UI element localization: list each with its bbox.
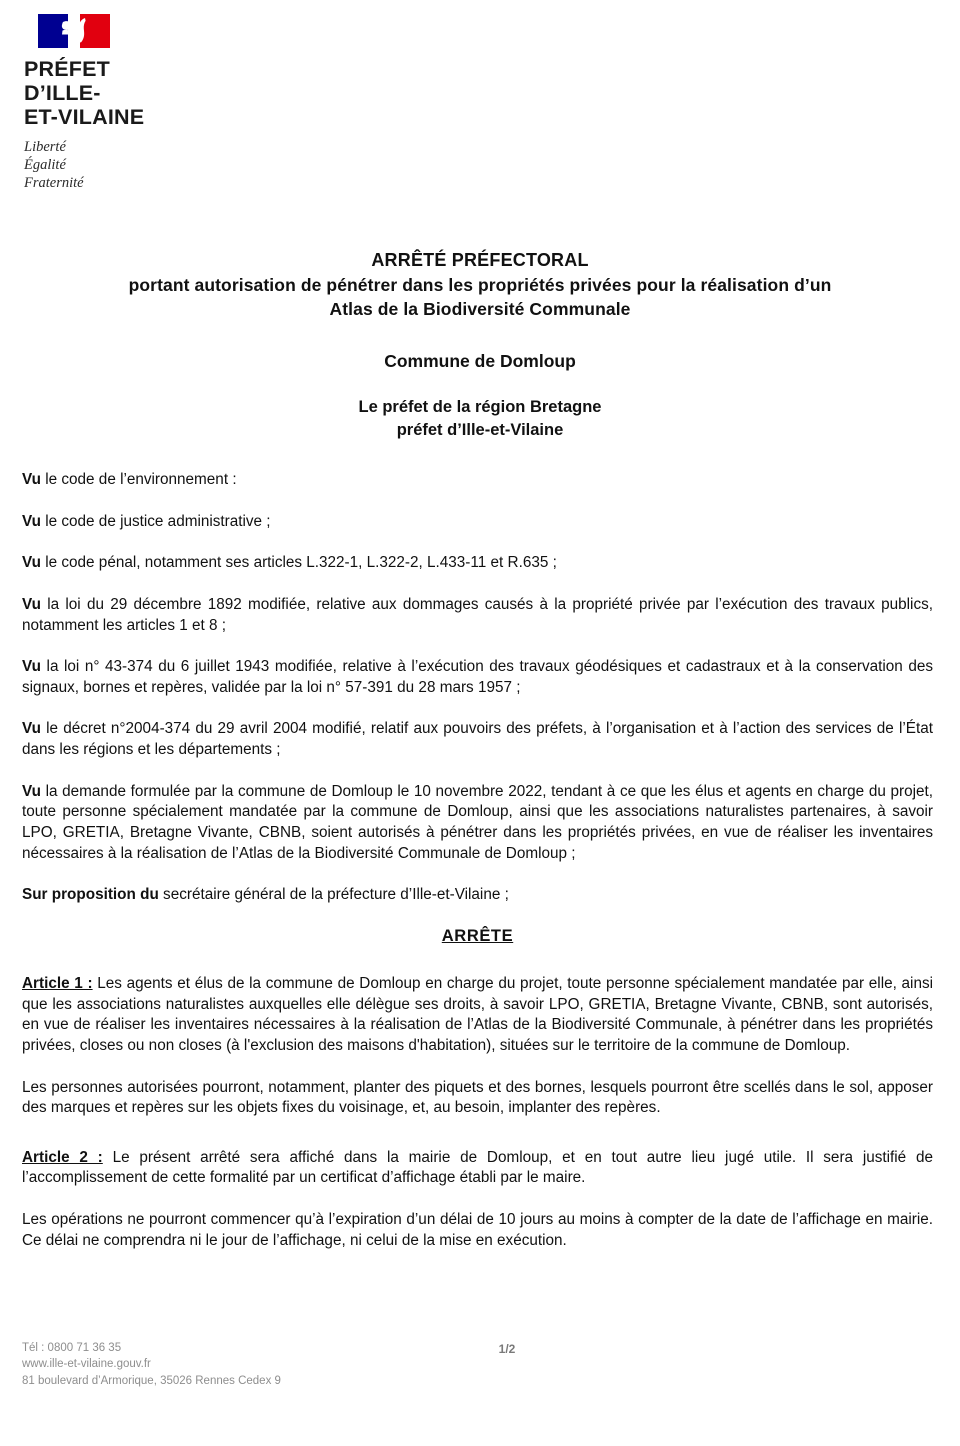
motto-fraternite: Fraternité: [24, 175, 84, 192]
decision-word: ARRÊTE: [441, 926, 514, 945]
title-subtitle-line-1: portant autorisation de pénétrer dans les propriétés privées pour la réalisation d’un: [128, 274, 832, 295]
visa-lead: Vu: [22, 658, 41, 676]
article-2-text: Le présent arrêté sera affiché dans la mairie de Domloup, et en tout autre lieu jugé utile. Il sera justifié de l’accomplissement de cette formalité par un certificat d’affichage établi par le maire.: [22, 1148, 933, 1187]
visa-lead: Vu: [22, 595, 41, 613]
article-1: [22, 974, 933, 1057]
visa-text: le décret n°2004-374 du 29 avril 2004 modifié, relatif aux pouvoirs des préfets, à l’organisation et à l’action des services de l’État dans les régions et les départements ;: [22, 720, 933, 759]
decision-heading: [22, 927, 933, 946]
proposition-lead: Sur proposition du: [22, 886, 159, 904]
footer-contact-block: [22, 1340, 462, 1389]
footer-address: 81 boulevard d’Armorique, 35026 Rennes Cedex 9: [22, 1374, 281, 1387]
visa-clause: [22, 470, 933, 491]
visa-text: la loi n° 43-374 du 6 juillet 1943 modifiée, relative à l’exécution des travaux géodésiques et cadastraux et à la conservation des signaux, bornes et repères, validée par la loi n° 57-391 du 28 mars 1957 ;: [22, 658, 933, 696]
authority-name: [24, 57, 284, 129]
motto-liberte: Liberté: [24, 139, 66, 156]
republic-motto: [24, 139, 284, 193]
visa-clause: [22, 719, 933, 760]
page-number: 1/2: [498, 1342, 516, 1356]
visa-text: le code de justice administrative ;: [40, 512, 271, 530]
marianne-profile-icon: [56, 14, 92, 48]
footer-website[interactable]: www.ille-et-vilaine.gouv.fr: [22, 1358, 151, 1371]
french-flag-marianne-icon: [38, 14, 110, 48]
visa-clause: [22, 553, 933, 574]
document-body: [22, 470, 933, 1251]
proposition-text: secrétaire général de la préfecture d’Ille-et-Vilaine ;: [158, 886, 509, 904]
visa-lead: Vu: [22, 782, 41, 800]
article-1-text: Les agents et élus de la commune de Domloup en charge du projet, toute personne spécialement mandatée par elle, ainsi que les associations naturalistes auxquelles elle délègue ses droits, à savoir LPO, GRETIA, Bretagne Vivante, CBNB, sont autorisés, en vue de réaliser les inventaires nécessaires à la réalisation de l’Atlas de la Biodiversité Communale, à pénétrer dans les propriétés privées, closes ou non closes (à l'exclusion des maisons d'habitation), situées sur le territoire de la commune de Domloup.: [22, 974, 933, 1054]
commune-heading: Commune de Domloup: [384, 351, 576, 371]
letterhead: [24, 14, 284, 193]
article-1-label: Article 1 :: [22, 974, 93, 992]
signatory-heading: [24, 396, 936, 443]
authority-line-3: ET-VILAINE: [24, 105, 145, 130]
visa-clause: [22, 595, 933, 636]
visa-text: le code pénal, notamment ses articles L.322-1, L.322-2, L.433-11 et R.635 ;: [40, 554, 557, 572]
visa-clause: [22, 657, 933, 698]
page-footer: [22, 1340, 934, 1389]
visa-text: la loi du 29 décembre 1892 modifiée, relative aux dommages causés à la propriété privée par l’exécution des travaux publics, notamment les articles 1 et 8 ;: [22, 595, 933, 634]
visa-lead: Vu: [22, 720, 41, 738]
visa-lead: Vu: [22, 512, 41, 530]
article-2-label: Article 2 :: [22, 1148, 103, 1166]
document-title-block: [24, 248, 936, 321]
article-1-followup: Les personnes autorisées pourront, notamment, planter des piquets et des bornes, lesquels pourront être scellés dans le sol, apposer des marques et repères sur les objets fixes du voisinage, et, au besoin, implanter des repères.: [22, 1078, 933, 1117]
article-2-followup: Les opérations ne pourront commencer qu’à l’expiration d’un délai de 10 jours au moins à compter de la date de l’affichage en mairie. Ce délai ne comprendra ni le jour de l’affichage, ni celui de la mise en exécution.: [22, 1211, 933, 1249]
signatory-line-2: préfet d’Ille-et-Vilaine: [396, 421, 564, 440]
authority-line-1: PRÉFET: [24, 57, 111, 81]
proposition-clause: [22, 885, 933, 906]
visa-lead: Vu: [22, 554, 41, 572]
title-subtitle-line-2: Atlas de la Biodiversité Communale: [329, 298, 631, 319]
visa-lead: Vu: [22, 471, 41, 488]
visa-clause: [22, 782, 933, 865]
visa-clause: [22, 512, 933, 533]
signatory-line-1: Le préfet de la région Bretagne: [358, 398, 602, 416]
page-title: ARRÊTÉ PRÉFECTORAL: [371, 250, 589, 270]
article-2: [22, 1148, 933, 1189]
visa-text: le code de l’environnement :: [40, 471, 237, 488]
section-spacer: [22, 1140, 933, 1148]
authority-line-2: D’ILLE-: [24, 81, 101, 106]
motto-egalite: Égalité: [24, 157, 66, 174]
visa-text: la demande formulée par la commune de Domloup le 10 novembre 2022, tendant à ce que les élus et agents en charge du projet, toute personne spécialement mandatée par la commune de Domloup, ainsi que les associations naturalistes partenaires, à savoir LPO, GRETIA, Bretagne Vivante, CBNB, soient autorisés à pénétrer dans les propriétés privées, en vue de réaliser les inventaires nécessaires à la réalisation de l’Atlas de la Biodiversité Communale de Domloup ;: [22, 782, 933, 862]
footer-phone: Tél : 0800 71 36 35: [22, 1342, 122, 1354]
